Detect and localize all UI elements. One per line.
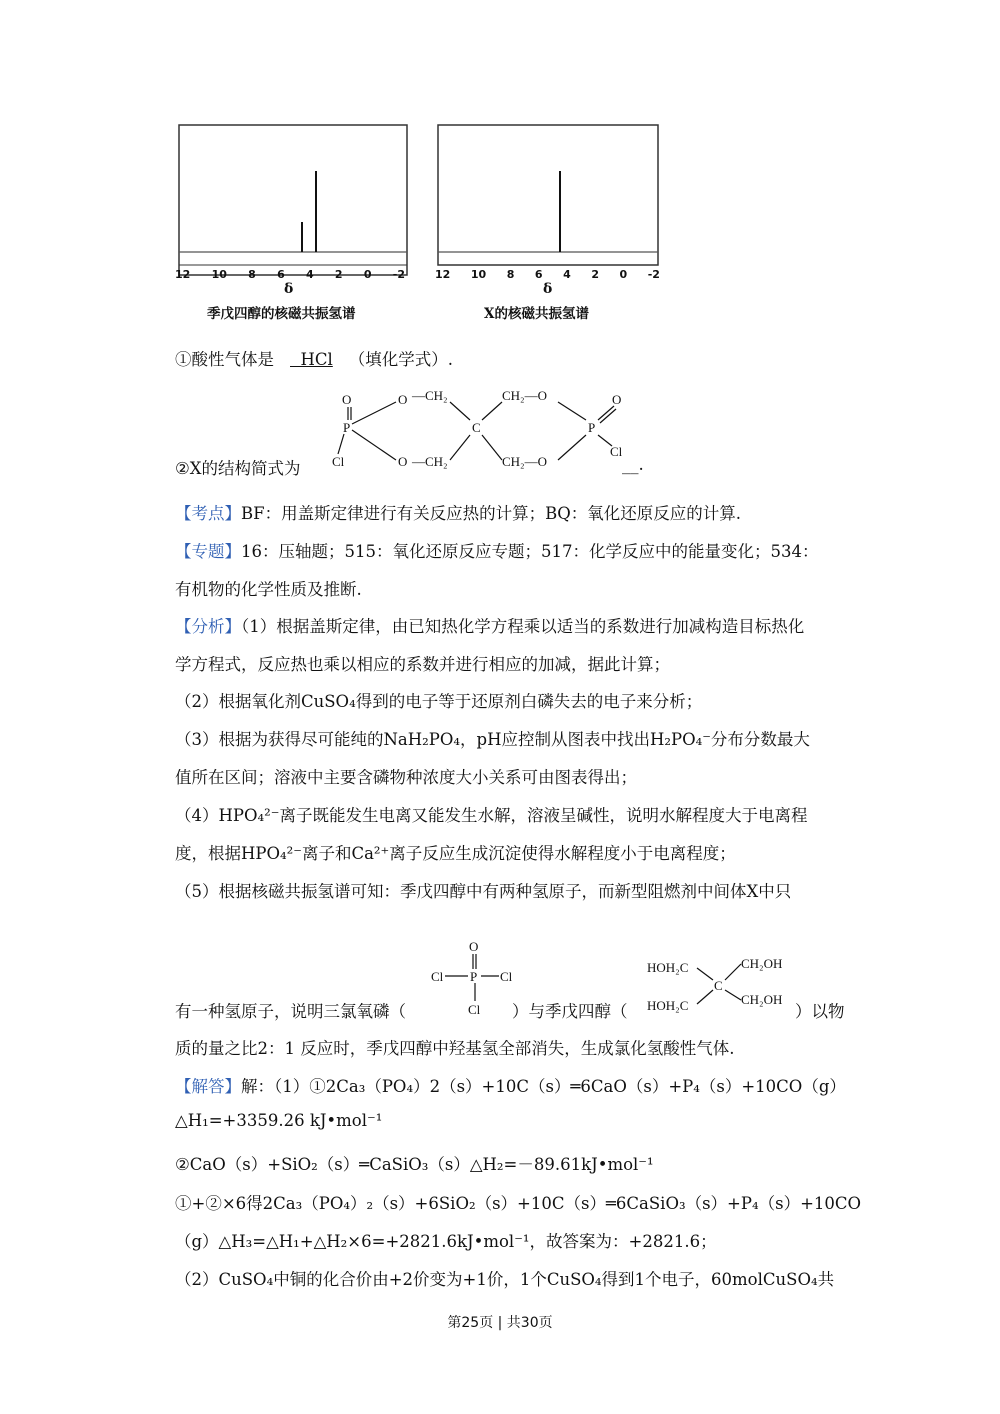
svg-text:CH₂OH: CH₂OH <box>741 956 783 971</box>
structure-x <box>330 380 640 475</box>
nmr-spectra <box>170 118 670 328</box>
svg-text:CH₂—O: CH₂—O <box>502 388 547 403</box>
answer-line-2-end: __. <box>622 455 644 474</box>
zhuanti-cont: 有机物的化学性质及推断. <box>175 580 362 599</box>
svg-text:—CH₂: —CH₂ <box>412 388 448 403</box>
nmr-left-ticks: 12 10 8 6 4 2 0 -2 <box>175 268 405 281</box>
svg-text:C: C <box>714 978 723 993</box>
pentaerythritol-structure <box>645 952 795 1014</box>
fenxi-8: （5）根据核磁共振氢谱可知：季戊四醇中有两种氢原子，而新型阻燃剂中间体X中只 <box>175 882 792 901</box>
jieda-4: ①+②×6得2Ca₃（PO₄）₂（s）+6SiO₂（s）+10C（s）═6CaSiO₃（s）+P₄（s）+10CO <box>175 1194 862 1213</box>
svg-text:O: O <box>612 392 622 407</box>
kaodian-tag: 【考点】 <box>175 504 241 523</box>
fenxi-9-mid: ）与季戊四醇（ <box>512 1002 628 1021</box>
svg-text:Cl: Cl <box>468 1002 481 1016</box>
answer-line-2: ②X的结构简式为 <box>175 459 301 478</box>
fenxi-7: 度，根据HPO₄²⁻离子和Ca²⁺离子反应生成沉淀使得水解程度小于电离程度； <box>175 844 736 863</box>
fenxi-4: （3）根据为获得尽可能纯的NaH₂PO₄，pH应控制从图表中找出H₂PO₄⁻分布分数最大 <box>175 730 810 749</box>
fenxi-9-end: ）以物 <box>795 1002 845 1021</box>
svg-text:CH₂—O: CH₂—O <box>502 454 547 469</box>
svg-text:O: O <box>398 454 408 469</box>
nmr-right-frame <box>438 125 658 265</box>
nmr-right-caption: X的核磁共振氢谱 <box>484 306 589 322</box>
jieda-6: （2）CuSO₄中铜的化合价由+2价变为+1价，1个CuSO₄得到1个电子，60molCuSO₄共 <box>175 1270 835 1289</box>
jieda-3: ②CaO（s）+SiO₂（s）═CaSiO₃（s）△H₂=－89.61kJ•mol⁻¹ <box>175 1155 654 1174</box>
svg-text:HOH₂C: HOH₂C <box>647 998 689 1013</box>
fenxi-10: 质的量之比2：1 反应时，季戊四醇中羟基氢全部消失，生成氯化氢酸性气体. <box>175 1039 735 1058</box>
fenxi-9: 有一种氢原子，说明三氯氧磷（ <box>175 1002 406 1021</box>
fenxi-6: （4）HPO₄²⁻离子既能发生电离又能发生水解，溶液呈碱性，说明水解程度大于电离程 <box>175 806 808 825</box>
svg-text:Cl: Cl <box>500 969 513 984</box>
fenxi-5: 值所在区间；溶液中主要含磷物种浓度大小关系可由图表得出； <box>175 768 637 787</box>
nmr-right-ticks: 12 10 8 6 4 2 0 -2 <box>435 268 660 281</box>
zhuanti: 【专题】16：压轴题；515：氧化还原反应专题；517：化学反应中的能量变化；534： <box>175 542 819 561</box>
fenxi-3: （2）根据氧化剂CuSO₄得到的电子等于还原剂白磷失去的电子来分析； <box>175 692 703 711</box>
svg-text:P: P <box>343 420 351 435</box>
jieda-2: △H₁=+3359.26 kJ•mol⁻¹ <box>175 1111 383 1130</box>
jieda-5: （g）△H₃=△H₁+△H₂×6=+2821.6kJ•mol⁻¹，故答案为：+2821.6； <box>175 1232 717 1251</box>
jieda: 【解答】解：（1）①2Ca₃（PO₄）2（s）+10C（s）═6CaO（s）+P₄（s）+10CO（g） <box>175 1077 846 1096</box>
svg-text:O: O <box>398 392 408 407</box>
zhuanti-tag: 【专题】 <box>175 542 241 561</box>
svg-text:Cl: Cl <box>610 444 623 459</box>
nmr-left-delta: δ <box>284 281 294 297</box>
svg-text:Cl: Cl <box>431 969 444 984</box>
fenxi-tag: 【分析】 <box>175 617 241 636</box>
page-footer: 第25页 | 共30页 <box>447 1315 553 1331</box>
fenxi: 【分析】（1）根据盖斯定律，由已知热化学方程乘以适当的系数进行加减构造目标热化 <box>175 617 805 636</box>
answer-line-1: ①酸性气体是 HCl （填化学式）. <box>175 350 454 369</box>
svg-text:O: O <box>469 939 479 954</box>
fenxi-2: 学方程式，反应热也乘以相应的系数并进行相应的加减，据此计算； <box>175 655 670 674</box>
nmr-right-delta: δ <box>543 281 553 297</box>
svg-text:—CH₂: —CH₂ <box>412 454 448 469</box>
nmr-left-caption: 季戊四醇的核磁共振氢谱 <box>207 306 356 322</box>
svg-text:O: O <box>342 392 352 407</box>
pocl3-structure <box>428 938 518 1016</box>
kaodian: 【考点】BF：用盖斯定律进行有关反应热的计算；BQ：氧化还原反应的计算. <box>175 504 741 523</box>
svg-text:Cl: Cl <box>332 454 345 469</box>
jieda-tag: 【解答】 <box>175 1077 241 1096</box>
svg-text:CH₂OH: CH₂OH <box>741 992 783 1007</box>
svg-text:P: P <box>588 420 596 435</box>
svg-text:P: P <box>470 969 478 984</box>
svg-text:HOH₂C: HOH₂C <box>647 960 689 975</box>
svg-text:C: C <box>472 420 481 435</box>
